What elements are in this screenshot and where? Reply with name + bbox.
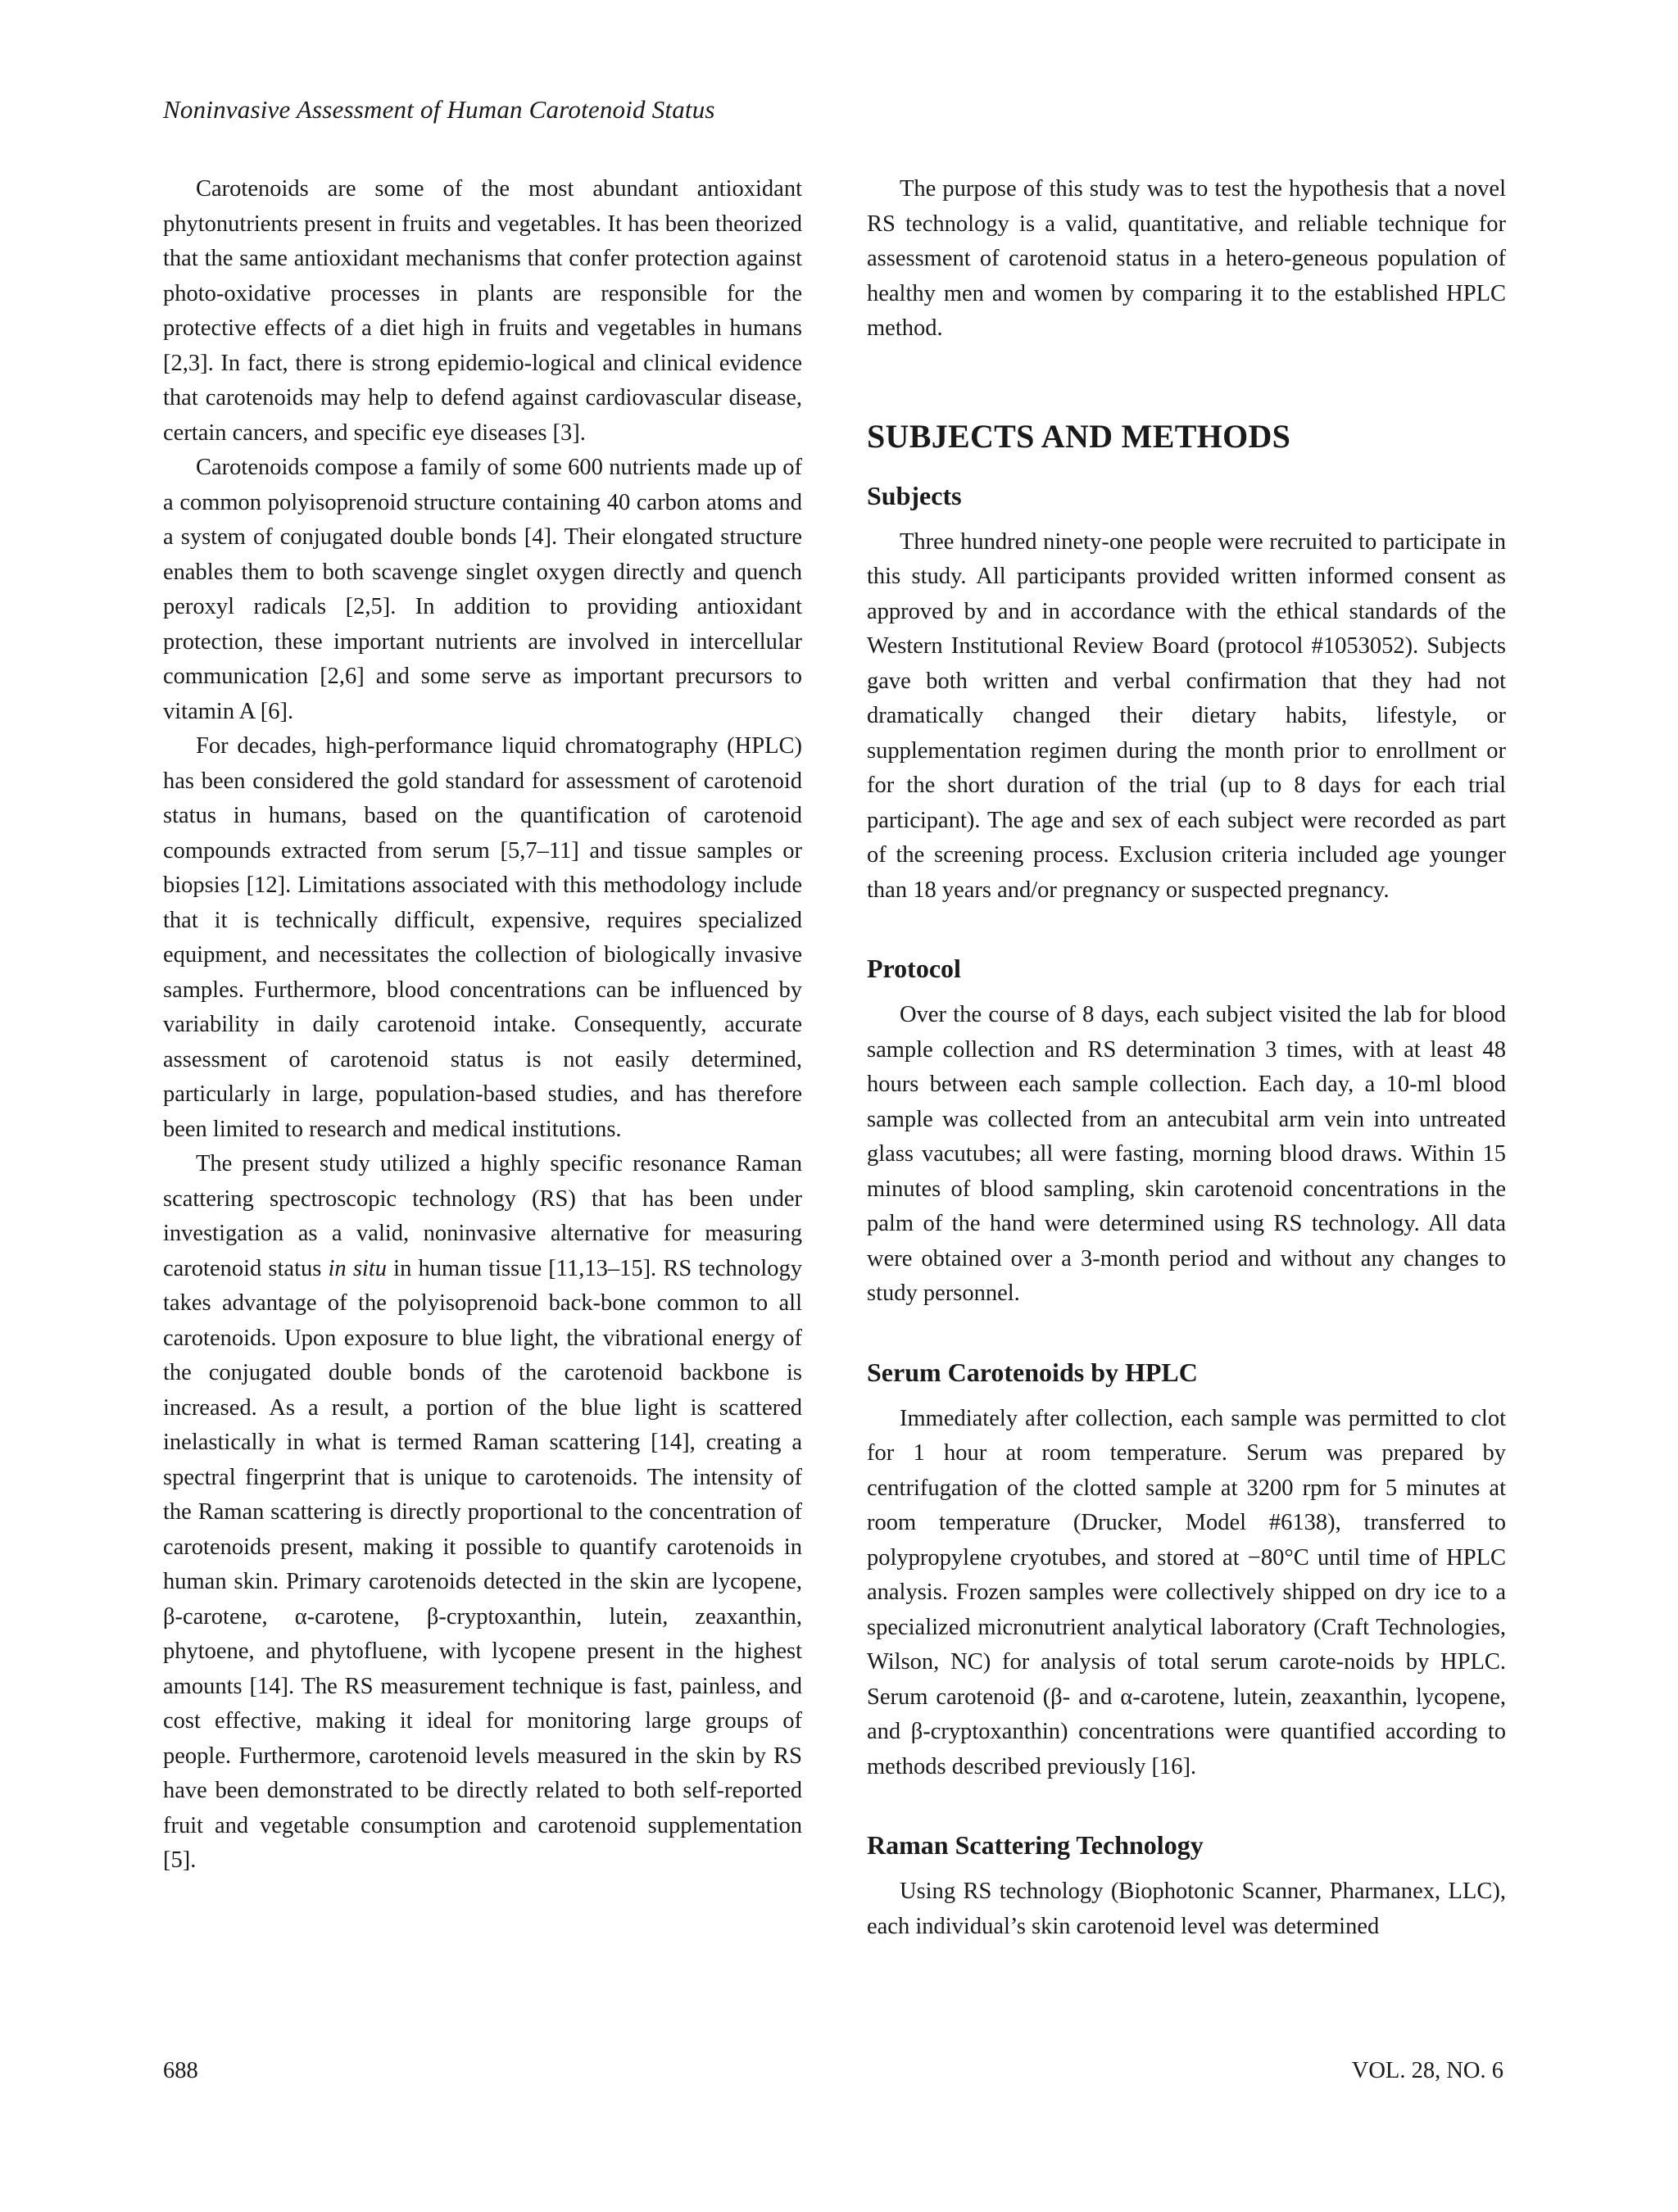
body-paragraph: Carotenoids are some of the most abundant antioxidant phytonutrients present in fruits and vegetables. It has been theorized that the same antioxidant mechanisms that confer protection against photo-oxidative processes in plants are responsible for the protective effects of a diet high in fruits and vegetables in humans [2,3]. In fact, there is strong epidemio-logical and clinical evidence that carotenoids may help to defend against cardiovascular disease, certain cancers, and specific eye diseases [3]. xyxy=(163,176,802,446)
body-paragraph: The present study utilized a highly specific resonance Raman scattering spectroscopic technology (RS) that has been under investigation as a valid, noninvasive alternative for measuring carotenoid status in situ in human tissue [11,13–15]. RS technology takes advantage of the polyisoprenoid back-bone common to all carotenoids. Upon exposure to blue light, the vibrational energy of the conjugated double bonds of the carotenoid backbone is increased. As a result, a portion of the blue light is scattered inelastically in what is termed Raman scattering [14], creating a spectral fingerprint that is unique to carotenoids. The intensity of the Raman scattering is directly proportional to the concentration of carotenoids present, making it possible to quantify carotenoids in human skin. Primary carotenoids detected in the skin are lycopene, β-carotene, α-carotene, β-cryptoxanthin, lutein, zeaxanthin, phytoene, and phytofluene, with lycopene present in the highest amounts [14]. The RS measurement technique is fast, painless, and cost effective, making it ideal for monitoring large groups of people. Furthermore, carotenoid levels measured in the skin by RS have been demonstrated to be directly related to both self-reported fruit and vegetable consumption and carotenoid supplementation [5]. xyxy=(163,1151,802,1873)
italic-term: in situ xyxy=(328,1255,387,1281)
body-paragraph: Immediately after collection, each sample was permitted to clot for 1 hour at room temperature. Serum was prepared by centrifugation of the clotted sample at 3200 rpm for 5 minutes at room temperature (Drucker, Model #6138), transferred to polypropylene cryotubes, and stored at −80°C until time of HPLC analysis. Frozen samples were collectively shipped on dry ice to a specialized micronutrient analytical laboratory (Craft Technologies, Wilson, NC) for analysis of total serum carote-noids by HPLC. Serum carotenoid (β- and α-carotene, lutein, zeaxanthin, lycopene, and β-cryptoxanthin) concentrations were quantified according to methods described previously [16]. xyxy=(867,1405,1506,1779)
body-paragraph: Using RS technology (Biophotonic Scanner, Pharmanex, LLC), each individual’s skin carotenoid level was determined xyxy=(867,1879,1506,1939)
body-paragraph: Carotenoids compose a family of some 600 nutrients made up of a common polyisoprenoid structure containing 40 carbon atoms and a system of conjugated double bonds [4]. Their elongated structure enables them to both scavenge singlet oxygen directly and quench peroxyl radicals [2,5]. In addition to providing antioxidant protection, these important nutrients are involved in intercellular communication [2,6] and some serve as important precursors to vitamin A [6]. xyxy=(163,455,802,724)
section-heading: SUBJECTS AND METHODS xyxy=(867,417,1291,455)
subsection-heading: Subjects xyxy=(867,480,962,510)
page-number: 688 xyxy=(163,2058,198,2083)
subsection-heading: Raman Scattering Technology xyxy=(867,1830,1204,1860)
left-column xyxy=(163,172,802,1879)
body-paragraph: Three hundred ninety-one people were recruited to participate in this study. All participants provided written informed consent as approved by and in accordance with the ethical standards of the Western Institutional Review Board (protocol #1053052). Subjects gave both written and verbal confirmation that they had not dramatically changed their dietary habits, lifestyle, or supplementation regimen during the month prior to enrollment or for the short duration of the trial (up to 8 days for each trial participant). The age and sex of each subject were recorded as part of the screening process. Exclusion criteria included age younger than 18 years and/or pregnancy or suspected pregnancy. xyxy=(867,528,1506,903)
volume-info: VOL. 28, NO. 6 xyxy=(1351,2058,1503,2083)
subsection-heading: Protocol xyxy=(867,954,961,983)
subsection-heading: Serum Carotenoids by HPLC xyxy=(867,1357,1198,1387)
right-column xyxy=(867,172,1506,1944)
running-title: Noninvasive Assessment of Human Carotenoid Status xyxy=(163,95,715,124)
body-paragraph: Over the course of 8 days, each subject visited the lab for blood sample collection and RS determination 3 times, with at least 48 hours between each sample collection. Each day, a 10-ml blood sample was collected from an antecubital arm vein into untreated glass vacutubes; all were fasting, morning blood draws. Within 15 minutes of blood sampling, skin carotenoid concentrations in the palm of the hand were determined using RS technology. All data were obtained over a 3-month period and without any changes to study personnel. xyxy=(867,1002,1506,1306)
body-paragraph: For decades, high-performance liquid chromatography (HPLC) has been considered the gold standard for assessment of carotenoid status in humans, based on the quantification of carotenoid compounds extracted from serum [5,7–11] and tissue samples or biopsies [12]. Limitations associated with this methodology include that it is technically difficult, expensive, requires specialized equipment, and necessitates the collection of biologically invasive samples. Furthermore, blood concentrations can be influenced by variability in daily carotenoid intake. Consequently, accurate assessment of carotenoid status is not easily determined, particularly in large, population-based studies, and has therefore been limited to research and medical institutions. xyxy=(163,733,802,1142)
intro-paragraph: The purpose of this study was to test the hypothesis that a novel RS technology is a valid, quantitative, and reliable technique for assessment of carotenoid status in a hetero-geneous population of healthy men and women by comparing it to the established HPLC method. xyxy=(867,176,1506,341)
